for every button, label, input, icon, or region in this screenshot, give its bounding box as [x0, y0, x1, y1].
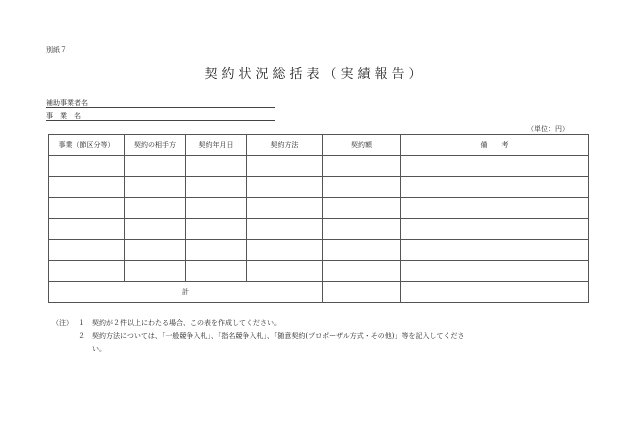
table-cell[interactable]	[247, 219, 323, 240]
table-cell[interactable]	[125, 219, 186, 240]
table-cell[interactable]	[401, 198, 589, 219]
table-cell[interactable]	[186, 261, 247, 282]
table-cell[interactable]	[323, 261, 401, 282]
table-cell[interactable]	[247, 261, 323, 282]
table-row	[49, 198, 589, 219]
table-cell[interactable]	[247, 156, 323, 177]
table-cell[interactable]	[125, 177, 186, 198]
note-2-text: 契約方法については、「一般競争入札」、「指名競争入札」、「随意契約(プロポーザル方式・その他)」等を記入してくださ	[92, 332, 465, 340]
column-header: 契約額	[323, 135, 401, 156]
total-remarks-cell[interactable]	[401, 282, 589, 303]
unit-label: （単位：円）	[527, 125, 569, 133]
table-cell[interactable]	[247, 198, 323, 219]
notes-prefix: （注）	[52, 319, 73, 327]
table-cell[interactable]	[186, 219, 247, 240]
table-cell[interactable]	[125, 261, 186, 282]
table-cell[interactable]	[49, 219, 125, 240]
table-cell[interactable]	[323, 198, 401, 219]
table-row	[49, 156, 589, 177]
table-cell[interactable]	[323, 177, 401, 198]
column-header: 契約の相手方	[125, 135, 186, 156]
table-cell[interactable]	[401, 240, 589, 261]
table-cell[interactable]	[186, 198, 247, 219]
page-title: 契約状況総括表（実績報告）	[204, 67, 426, 82]
attachment-label: 別紙７	[46, 46, 67, 54]
table-row	[49, 261, 589, 282]
table-cell[interactable]	[125, 240, 186, 261]
project-name-label: 事 業 名	[46, 112, 81, 120]
total-amount-cell[interactable]	[323, 282, 401, 303]
subsidy-operator-line	[46, 107, 275, 108]
column-header: 備 考	[401, 135, 589, 156]
table-cell[interactable]	[323, 219, 401, 240]
column-header: 事業（節区分等）	[49, 135, 125, 156]
table-row	[49, 219, 589, 240]
subsidy-operator-label: 補助事業者名	[46, 99, 88, 107]
table-header-row	[49, 135, 589, 156]
table-cell[interactable]	[49, 177, 125, 198]
contract-summary-table	[48, 134, 589, 303]
table-cell[interactable]	[323, 240, 401, 261]
table-cell[interactable]	[186, 156, 247, 177]
total-row	[49, 282, 589, 303]
table-cell[interactable]	[125, 156, 186, 177]
table-cell[interactable]	[186, 177, 247, 198]
column-header: 契約年月日	[186, 135, 247, 156]
table-cell[interactable]	[186, 240, 247, 261]
project-name-line	[46, 120, 275, 121]
table-cell[interactable]	[49, 240, 125, 261]
table-cell[interactable]	[401, 261, 589, 282]
total-label: 計	[49, 282, 323, 303]
table-cell[interactable]	[247, 177, 323, 198]
table-row	[49, 240, 589, 261]
table-cell[interactable]	[401, 219, 589, 240]
table-row	[49, 177, 589, 198]
table-cell[interactable]	[125, 198, 186, 219]
note-2-continuation: い。	[92, 345, 106, 353]
table-cell[interactable]	[247, 240, 323, 261]
column-header: 契約方法	[247, 135, 323, 156]
table-cell[interactable]	[323, 156, 401, 177]
table-cell[interactable]	[49, 198, 125, 219]
table-cell[interactable]	[49, 261, 125, 282]
note-1-text: 契約が２件以上にわたる場合、この表を作成してください。	[92, 319, 281, 327]
note-1-number: １	[78, 319, 85, 327]
note-2-number: ２	[78, 332, 85, 340]
table-cell[interactable]	[49, 156, 125, 177]
table-cell[interactable]	[401, 156, 589, 177]
table-cell[interactable]	[401, 177, 589, 198]
